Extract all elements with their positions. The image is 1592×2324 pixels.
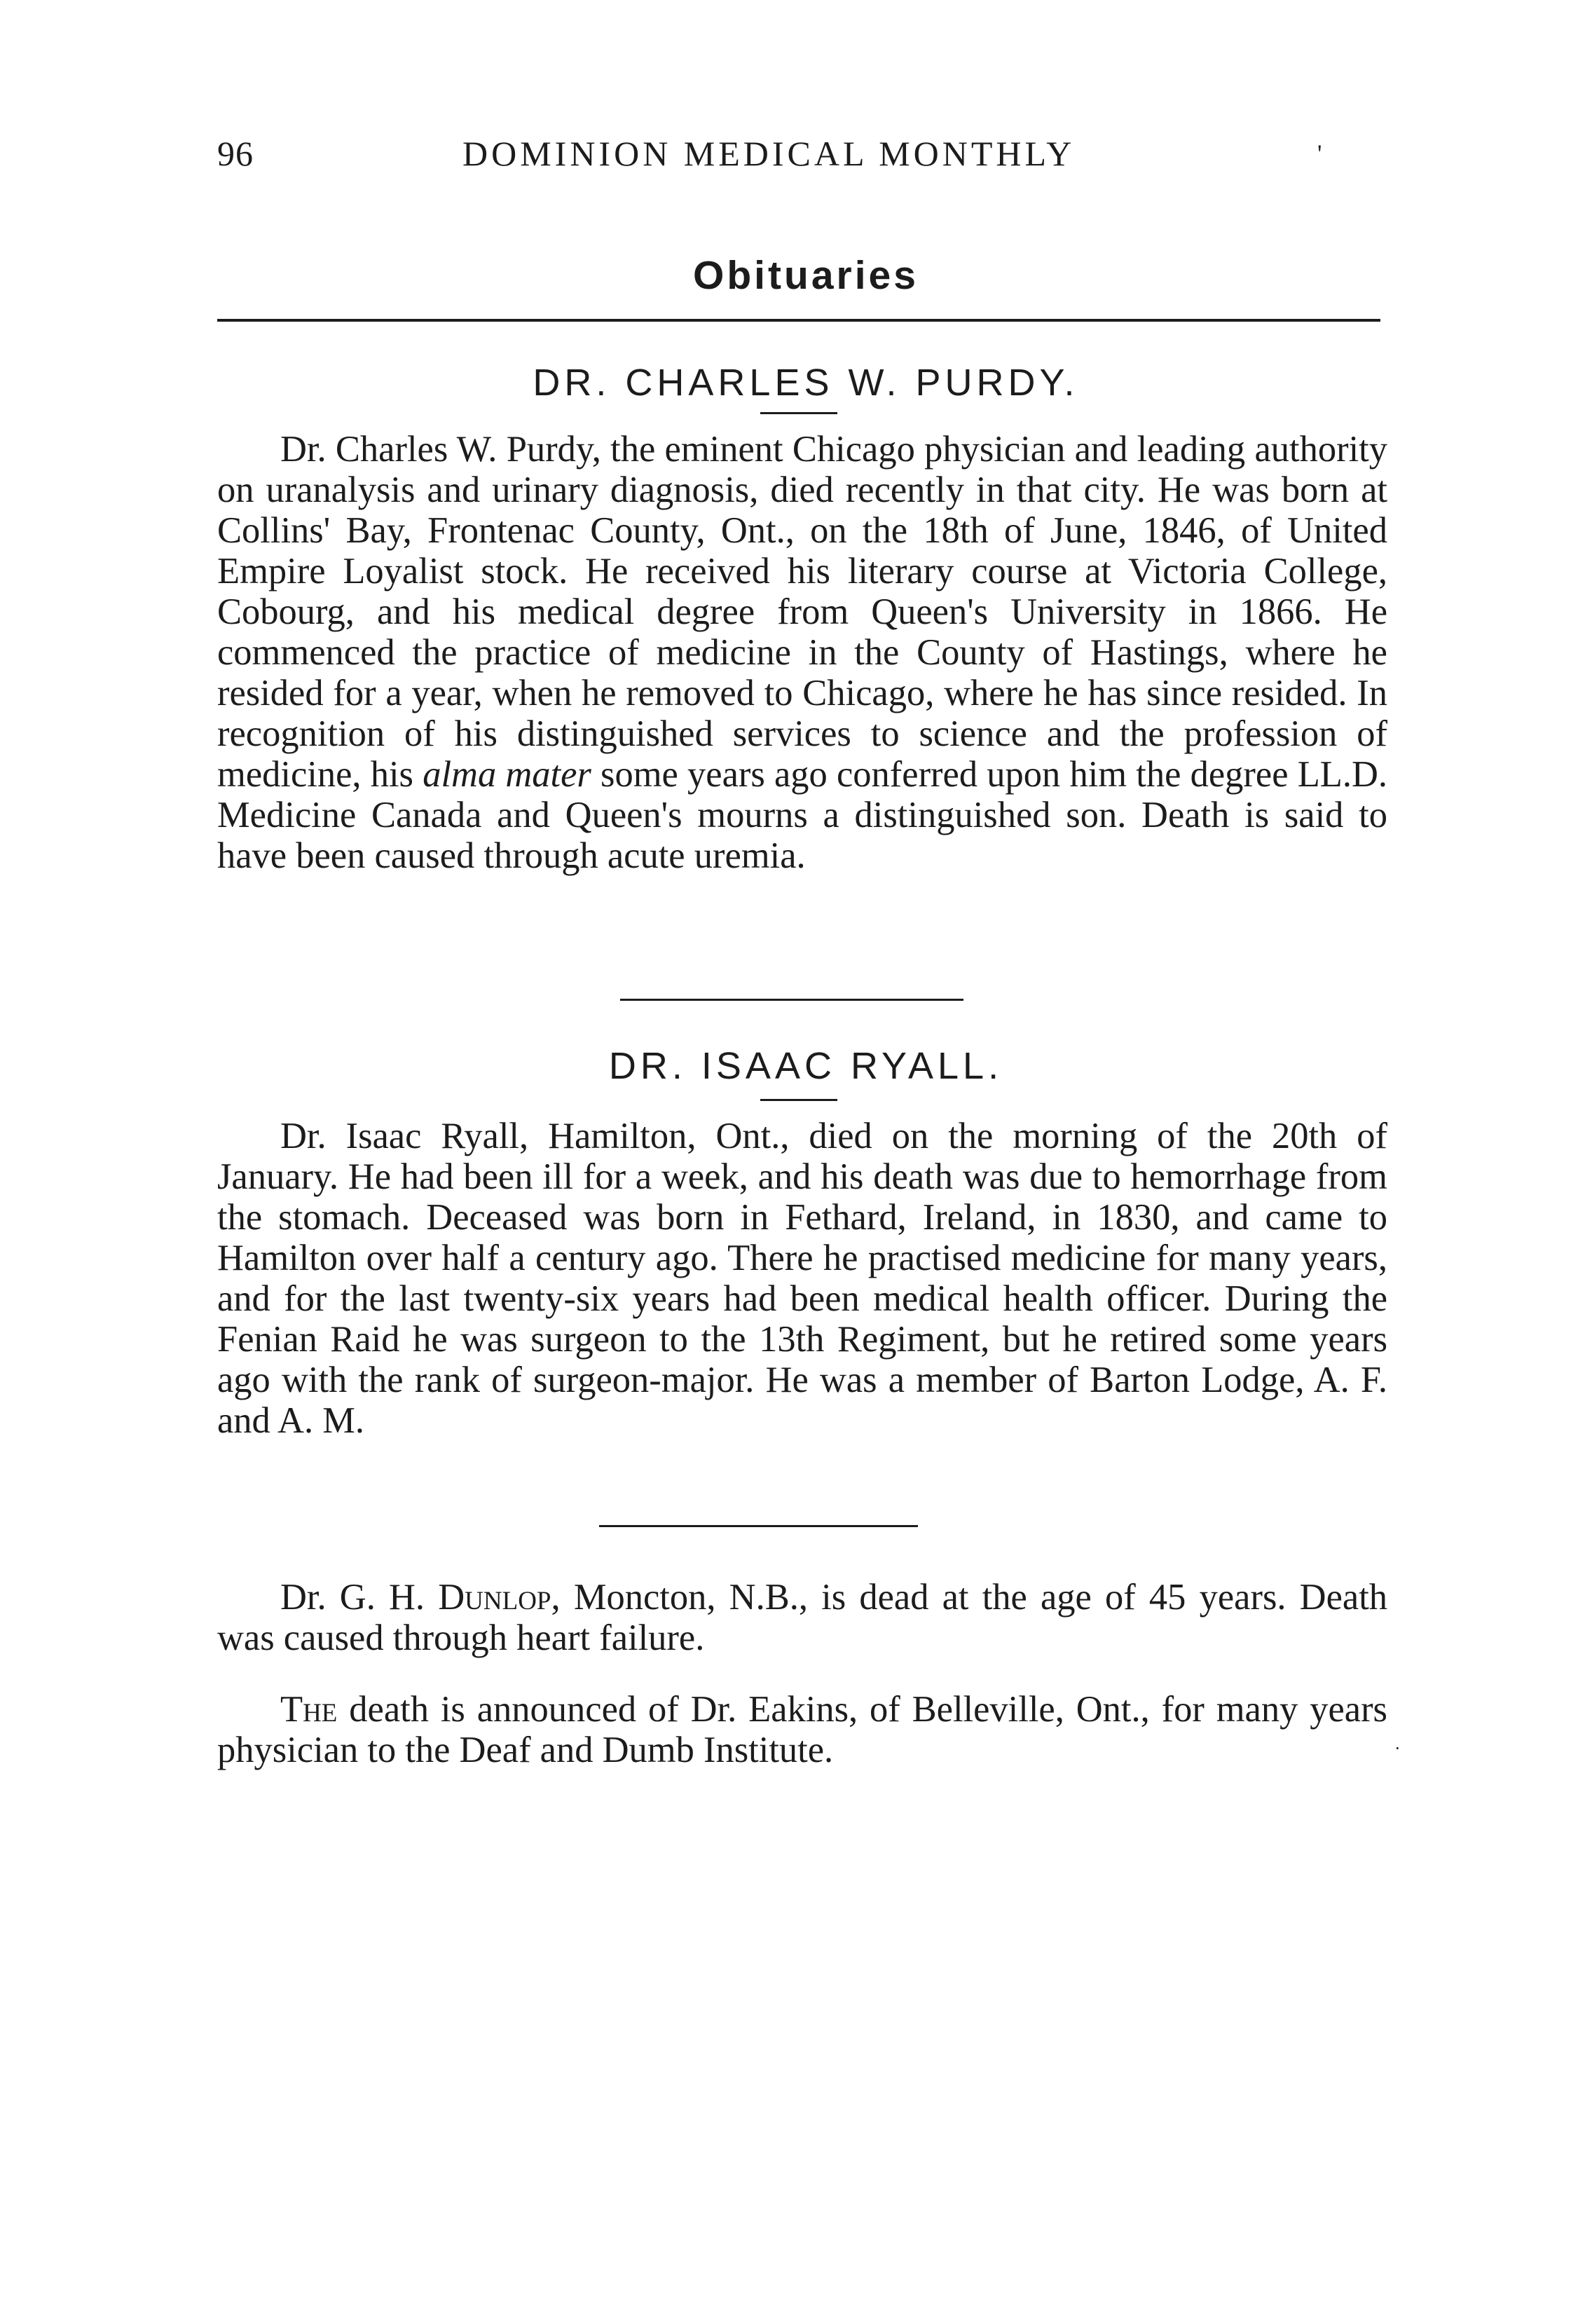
obituary-heading-purdy: DR. CHARLES W. PURDY. xyxy=(533,362,1079,404)
paragraph xyxy=(217,1689,1387,1770)
notice-lead: The xyxy=(280,1689,338,1730)
latin-phrase: alma mater xyxy=(423,754,591,795)
notice-name: Dunlop xyxy=(438,1577,551,1618)
separator-rule xyxy=(620,999,963,1001)
paragraph: Dr. Charles W. Purdy, the eminent Chicago physician and leading authority on uranalysis and urinary diagnosis, died recently in that city. He was born at Collins' Bay, Frontenac County, Ont., on the 18th of June, 1846, of United Empire Loyalist stock. He received his literary course at Victoria College, Cobourg, and his medical degree from Queen's University in 1866. He commenced the practice of medicine in the County of Hastings, where he resided for a year, when he removed to Chicago, where he has since resided. In recognition of his distinguished services to science and the profession of medicine, his alma mater some years ago conferred upon him the degree LL.D. Medicine Canada and Queen's mourns a distinguished son. Death is said to have been caused through acute uremia. xyxy=(217,429,1388,876)
paragraph xyxy=(217,1577,1387,1658)
notice-dunlop xyxy=(217,1577,1387,1658)
obituary-heading-ryall: DR. ISAAC RYALL. xyxy=(608,1045,1003,1087)
heading-underline xyxy=(760,412,837,414)
separator-rule xyxy=(599,1525,918,1527)
print-speck: · xyxy=(1394,1738,1401,1758)
notice-text: death is announced of Dr. Eakins, of Belleville, Ont., for many years physician to the Deaf and Dumb Institute. xyxy=(217,1689,1387,1770)
obituary-text-purdy xyxy=(217,429,1387,876)
notice-text: , Moncton, N.B., is dead at the age of 45 years. Death was caused through heart failure. xyxy=(217,1577,1388,1658)
section-title: Obituaries xyxy=(693,253,919,298)
heading-underline xyxy=(760,1099,837,1101)
page-number: 96 xyxy=(217,134,254,173)
notice-lead: Dr. G. H. xyxy=(280,1577,425,1618)
section-rule xyxy=(217,319,1380,322)
paragraph: Dr. Isaac Ryall, Hamilton, Ont., died on the morning of the 20th of January. He had been ill for a week, and his death was due to hemorrhage from the stomach. Deceased was born in Fethard, Ireland, in 1830, and came to Hamilton over half a century ago. There he practised medicine for many years, and for the last twenty-six years had been medical health officer. During the Fenian Raid he was surgeon to the 13th Regiment, but he retired some years ago with the rank of surgeon-major. He was a member of Barton Lodge, A. F. and A. M. xyxy=(217,1116,1387,1441)
obituary-text-ryall xyxy=(217,1116,1387,1441)
running-head xyxy=(217,133,1394,182)
journal-title: DOMINION MEDICAL MONTHLY xyxy=(462,134,1076,173)
print-mark: ' xyxy=(1317,139,1322,168)
notice-eakins xyxy=(217,1689,1387,1770)
